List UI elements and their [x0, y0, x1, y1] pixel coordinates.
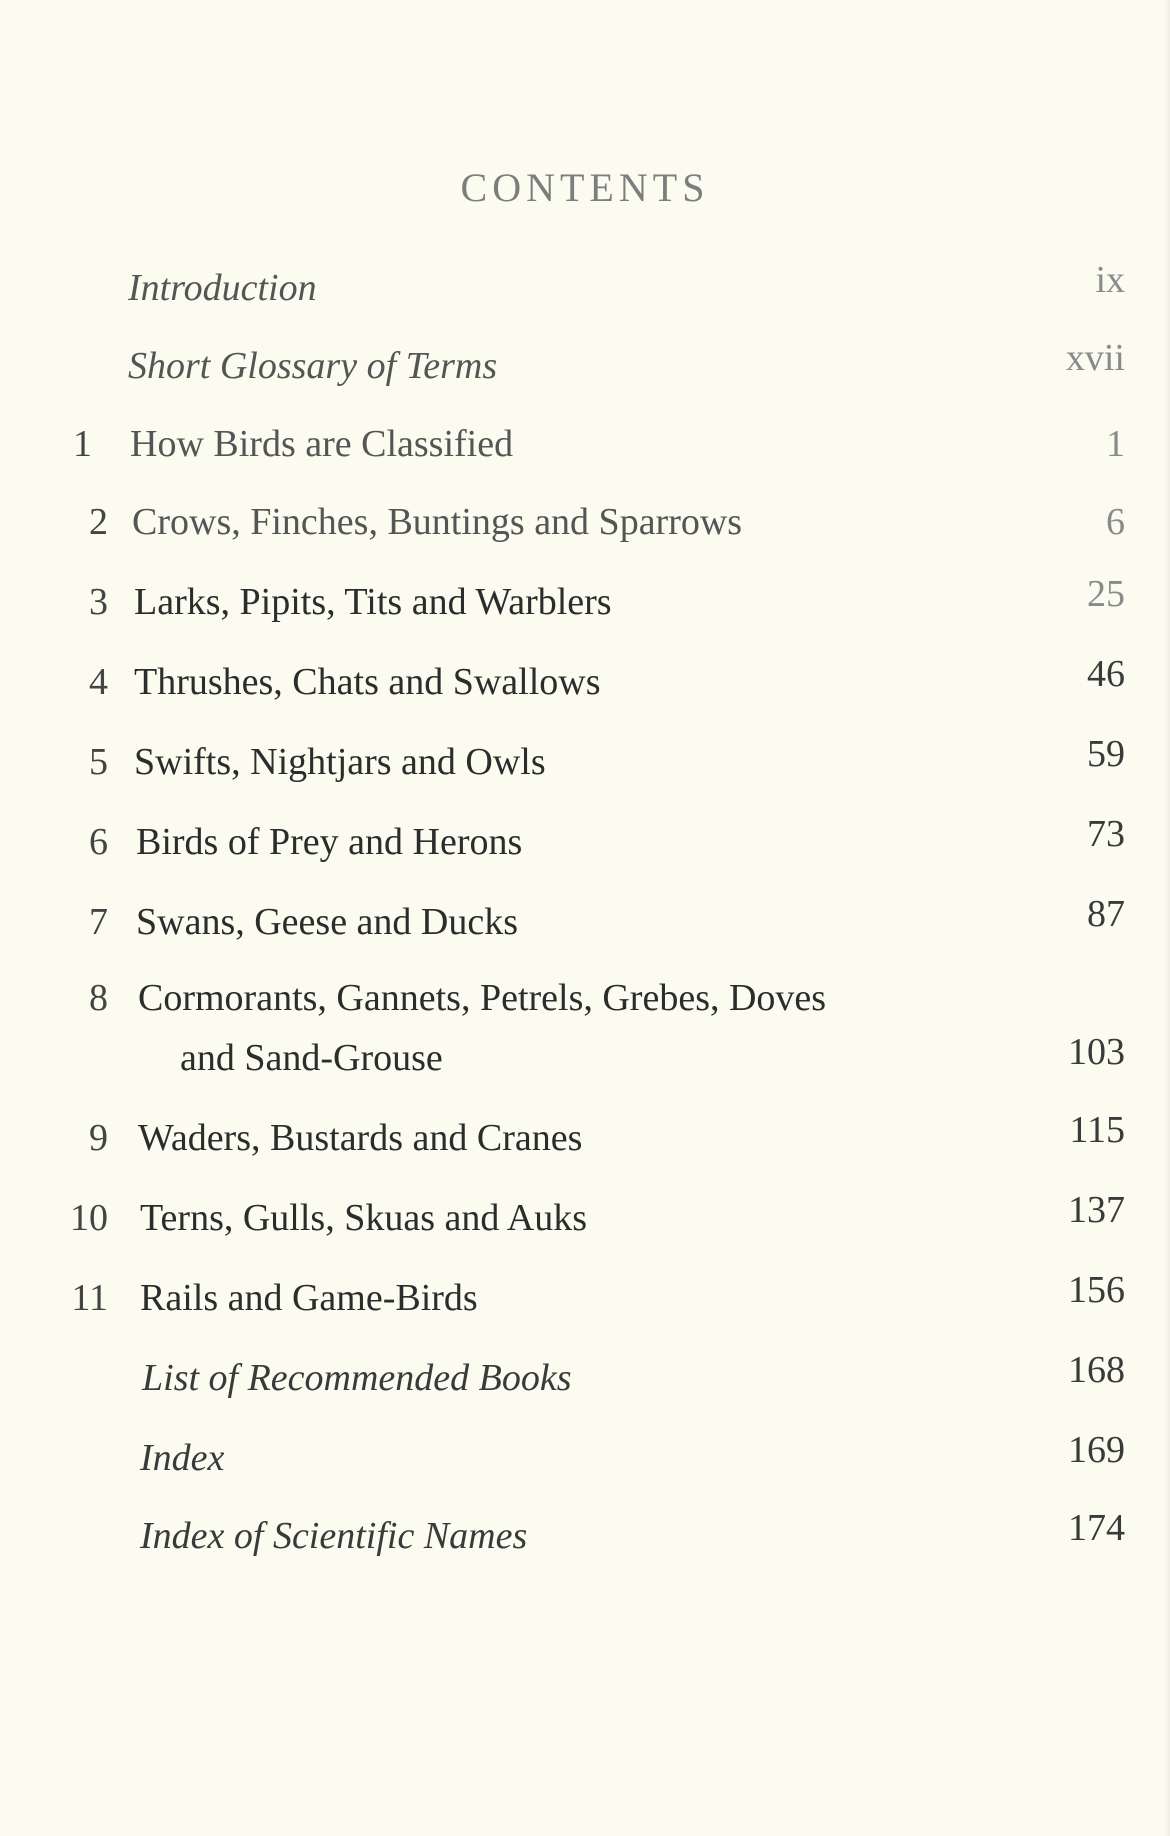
- toc-entry-title: Introduction: [128, 267, 317, 309]
- toc-entry-number: 11: [71, 1277, 108, 1319]
- toc-entry-title: Birds of Prey and Herons: [136, 821, 523, 863]
- toc-entry-number: 4: [89, 661, 108, 703]
- toc-entry-page: ix: [1095, 259, 1125, 301]
- toc-entry-title: Crows, Finches, Buntings and Sparrows: [132, 501, 743, 543]
- toc-entry-page: 25: [1087, 573, 1125, 615]
- toc-entry-number: 9: [89, 1117, 108, 1159]
- toc-entry-title: How Birds are Classified: [130, 423, 514, 465]
- toc-entry-page: 168: [1068, 1349, 1125, 1391]
- toc-entry-title: Waders, Bustards and Cranes: [138, 1117, 583, 1159]
- toc-entry-page: 174: [1068, 1507, 1125, 1549]
- toc-entry-number: 6: [89, 821, 108, 863]
- toc-entry-title: List of Recommended Books: [142, 1357, 572, 1399]
- toc-entry-title: Swifts, Nightjars and Owls: [134, 741, 546, 783]
- toc-entry-page: 1: [1106, 423, 1125, 465]
- toc-entry-number: 2: [89, 501, 108, 543]
- toc-entry-page: 169: [1068, 1429, 1125, 1471]
- toc-entry-page: 46: [1087, 653, 1125, 695]
- toc-entry-number: 5: [89, 741, 108, 783]
- toc-entry-page: xvii: [1065, 337, 1125, 379]
- toc-entry-title: Swans, Geese and Ducks: [136, 901, 519, 943]
- toc-entry-page: 137: [1068, 1189, 1125, 1231]
- toc-entry-title: Larks, Pipits, Tits and Warblers: [134, 581, 612, 623]
- toc-entry-number: 1: [73, 423, 92, 465]
- toc-entry-number: 7: [89, 901, 108, 943]
- toc-entry-number: 8: [89, 977, 108, 1019]
- toc-entry-title: Terns, Gulls, Skuas and Auks: [140, 1197, 588, 1239]
- toc-entry-page: 103: [1068, 1031, 1125, 1073]
- toc-entry-page: 73: [1087, 813, 1125, 855]
- toc-entry-page: 6: [1106, 501, 1125, 543]
- toc-entry-title: Rails and Game-Birds: [140, 1277, 478, 1319]
- toc-entry-title-line1: Cormorants, Gannets, Petrels, Grebes, Doves: [138, 977, 827, 1019]
- toc-entry-title-line2: and Sand-Grouse: [180, 1037, 443, 1079]
- toc-entry-page: 156: [1068, 1269, 1125, 1311]
- toc-entry-title: Short Glossary of Terms: [128, 345, 498, 387]
- toc-entry-title: [138, 968, 826, 1088]
- page-edge-shadow: [1164, 0, 1170, 1836]
- toc-entry-page: 87: [1087, 893, 1125, 935]
- toc-entry-number: 10: [70, 1197, 108, 1239]
- toc-entry-page: 59: [1087, 733, 1125, 775]
- toc-entry-page: 115: [1069, 1109, 1125, 1151]
- contents-heading: CONTENTS: [460, 165, 710, 210]
- toc-entry-title: Index of Scientific Names: [140, 1515, 528, 1557]
- toc-entry-number: 3: [89, 581, 108, 623]
- toc-entry-title: Thrushes, Chats and Swallows: [134, 661, 601, 703]
- toc-entry-title: Index: [140, 1437, 225, 1479]
